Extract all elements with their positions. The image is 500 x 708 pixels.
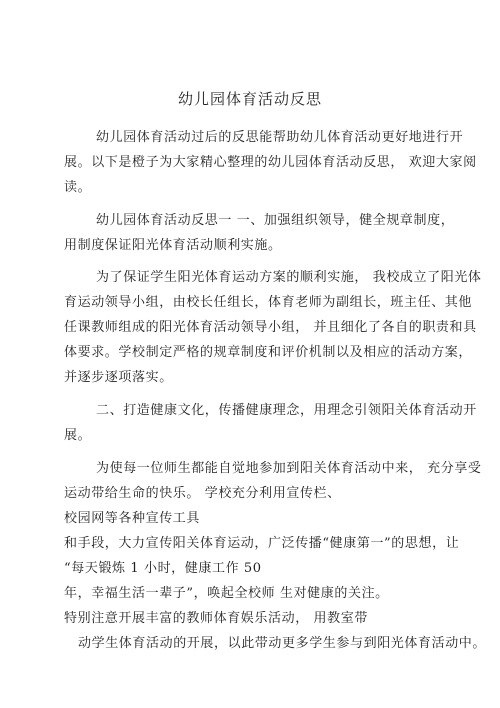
text-line: 特别注意开展丰富的教师体育娱乐活动， 用教室带	[64, 611, 368, 626]
text-line: 运动带给生命的快乐。 学校充分利用宣传栏、	[64, 486, 341, 501]
text-line: “每天锻炼 1 小时，健康工作 50	[64, 561, 262, 576]
text-line: 用制度保证阳光体育活动顺利实施。	[64, 238, 282, 253]
document-title: 幼儿园体育活动反思	[177, 90, 322, 108]
text-line: 二、打造健康文化，传播健康理念，用理念引领阳关体育活动开	[96, 403, 477, 418]
text-line: 为使每一位师生都能自觉地参加到阳关体育活动中来， 充分享受	[96, 461, 482, 476]
text-line: 幼儿园体育活动过后的反思能帮助幼儿体育活动更好地进行开	[96, 130, 464, 145]
text-line: 幼儿园体育活动反思一 一、加强组织领导，健全规章制度，	[96, 213, 455, 228]
text-line: 年，幸福生活一辈子”，唤起全校师 生对健康的关注。	[64, 586, 389, 601]
text-line: 体要求。学校制定严格的规章制度和评价机制以及相应的活动方案，	[64, 345, 473, 360]
text-line: 和手段，大力宣传阳关体育运动，广泛传播“健康第一”的思想，让	[64, 536, 460, 551]
text-line: 为了保证学生阳光体育运动方案的顺利实施， 我校成立了阳光体	[96, 270, 482, 285]
text-line: 读。	[64, 180, 92, 195]
text-line: 校园网等各种宣传工具	[64, 511, 201, 526]
text-line: 育运动领导小组，由校长任组长，体育老师为副组长，班主任、其他	[64, 295, 473, 310]
text-line: 动学生体育活动的开展，以此带动更多学生参与到阳光体育活动中。	[78, 636, 487, 651]
text-line: 展。	[64, 428, 92, 443]
text-line: 并逐步逐项落实。	[64, 370, 173, 385]
text-line: 展。以下是橙子为大家精心整理的幼儿园体育活动反思， 欢迎大家阅	[64, 155, 477, 170]
text-line: 任课教师组成的阳光体育活动领导小组， 并且细化了各自的职责和具	[64, 320, 477, 335]
